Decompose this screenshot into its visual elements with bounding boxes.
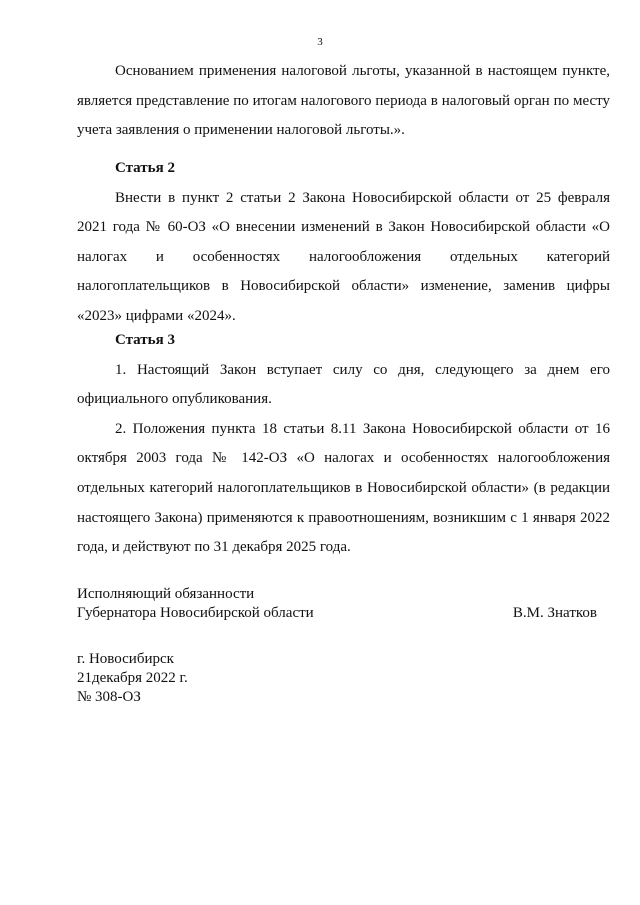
signatory-title-line-2: Губернатора Новосибирской области bbox=[77, 605, 314, 621]
article-3 bbox=[77, 326, 610, 563]
signatory-name: В.М. Знатков bbox=[512, 605, 597, 621]
law-date: 21декабря 2022 г. bbox=[77, 670, 188, 686]
signature-block bbox=[77, 585, 597, 623]
law-number: № 308-ОЗ bbox=[77, 689, 141, 705]
city: г. Новосибирск bbox=[77, 651, 174, 667]
signatory-title-line-1: Исполняющий обязанности bbox=[77, 586, 255, 602]
article-2-heading: Статья 2 bbox=[115, 160, 175, 176]
page-number: 3 bbox=[317, 36, 323, 48]
article-3-item-1: 1. Настоящий Закон вступает силу со дня, следующего за днем его официального опубликования. bbox=[77, 361, 610, 408]
place-date-block bbox=[77, 650, 188, 707]
article-3-heading: Статья 3 bbox=[115, 332, 175, 348]
article-2 bbox=[77, 154, 610, 332]
intro-block bbox=[77, 57, 610, 146]
article-2-text: Внести в пункт 2 статьи 2 Закона Новосибирской области от 25 февраля 2021 года № 60-ОЗ «О внесении изменений в Закон Новосибирской области «О налогах и особенностях налогообложения отдельных категорий налогоплательщиков в Новосибирской области» изменение, заменив цифры «2023» цифрами «2024». bbox=[77, 189, 610, 324]
intro-paragraph: Основанием применения налоговой льготы, указанной в настоящем пункте, является представление по итогам налогового периода в налоговый орган по месту учета заявления о применении налоговой льготы.». bbox=[77, 63, 610, 139]
article-3-item-2: 2. Положения пункта 18 статьи 8.11 Закона Новосибирской области от 16 октября 2003 года № 142-ОЗ «О налогах и особенностях налогообложения отдельных категорий налогоплательщиков в Новосибирской области» (в редакции настоящего Закона) применяются к правоотношениям, возникшим с 1 января 2022 года, и действуют по 31 декабря 2025 года. bbox=[77, 420, 610, 556]
